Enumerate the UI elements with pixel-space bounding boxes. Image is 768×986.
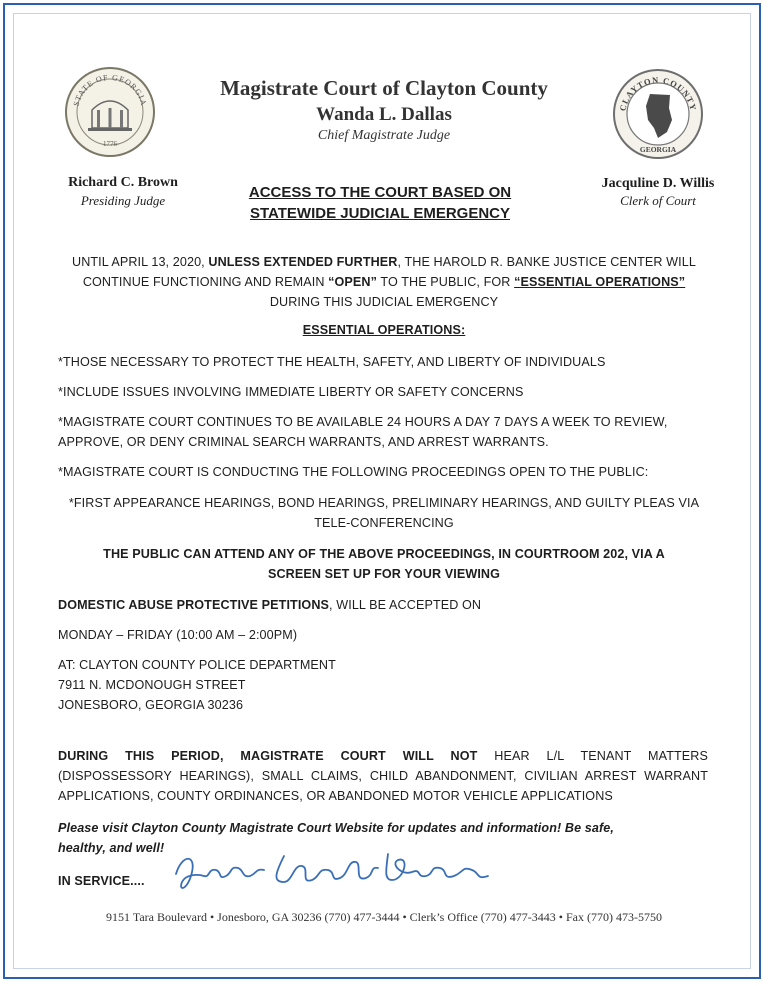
signature-text: Judge Wanda Dallas [172, 846, 182, 847]
chief-judge-name: Wanda L. Dallas [316, 104, 452, 125]
essential-item-1: *THOSE NECESSARY TO PROTECT THE HEALTH, SAFETY, AND LIBERTY OF INDIVIDUALS [58, 355, 606, 369]
clerk-name: Jacquline D. Willis [601, 176, 715, 191]
domestic-abuse-label: DOMESTIC ABUSE PROTECTIVE PETITIONS [58, 598, 330, 612]
intro-paragraph [40, 252, 728, 312]
website-notice-line2: healthy, and well! [58, 841, 165, 855]
footer-contact: 9151 Tara Boulevard • Jonesboro, GA 30236 (770) 477-3444 • Clerk’s Office (770) 477-3443 • Fax (770) 473-5750 [106, 910, 662, 924]
notice-heading-line1: ACCESS TO THE COURT BASED ON [248, 184, 512, 201]
intro-text-g: “ESSENTIAL OPERATIONS” [514, 275, 686, 289]
address-line2: 7911 N. MCDONOUGH STREET [58, 678, 246, 692]
not-hearing-line2: (DISPOSSESSORY HEARINGS), SMALL CLAIMS, CHILD ABANDONMENT, CIVILIAN ARREST WARRANT [58, 769, 708, 783]
intro-text-c: , THE HAROLD R. BANKE JUSTICE CENTER WILL [397, 255, 696, 269]
not-hearing-text: HEAR L/L TENANT MATTERS [477, 749, 708, 763]
right-seal-bottom: GEORGIA [639, 145, 677, 154]
police-department-address [58, 655, 738, 715]
right-seal-text: CLAYTON COUNTY [617, 74, 699, 113]
essential-item-4: *MAGISTRATE COURT IS CONDUCTING THE FOLLOWING PROCEEDINGS OPEN TO THE PUBLIC: [58, 465, 649, 479]
accepted-hours: MONDAY – FRIDAY (10:00 AM – 2:00PM) [58, 628, 298, 642]
public-attend-line1: THE PUBLIC CAN ATTEND ANY OF THE ABOVE PROCEEDINGS, IN COURTROOM 202, VIA A [103, 547, 665, 561]
clerk-title: Clerk of Court [620, 193, 696, 208]
intro-text-e: “OPEN” [328, 275, 378, 289]
intro-line1 [40, 252, 728, 272]
essential-operations-heading: ESSENTIAL OPERATIONS: [302, 323, 466, 337]
essential-item-3 [58, 412, 738, 452]
intro-text-f: TO THE PUBLIC, FOR [377, 275, 515, 289]
intro-line3: DURING THIS JUDICIAL EMERGENCY [269, 295, 499, 309]
essential-item-3-line2: APPROVE, OR DENY CRIMINAL SEARCH WARRANTS, AND ARREST WARRANTS. [58, 435, 549, 449]
not-hearing-line3: APPLICATIONS, COUNTY ORDINANCES, OR ABANDONED MOTOR VEHICLE APPLICATIONS [58, 789, 613, 803]
essential-item-2: *INCLUDE ISSUES INVOLVING IMMEDIATE LIBERTY OR SAFETY CONCERNS [58, 385, 524, 399]
not-hearing-label: DURING THIS PERIOD, MAGISTRATE COURT WILL NOT [58, 749, 478, 763]
domestic-abuse-line [58, 595, 738, 615]
essential-item-5 [44, 493, 724, 533]
notice-heading-line2: STATEWIDE JUDICIAL EMERGENCY [249, 205, 511, 222]
signature-image [172, 846, 502, 896]
in-service-label: IN SERVICE.... [58, 874, 145, 888]
intro-text-d: CONTINUE FUNCTIONING AND REMAIN [82, 275, 329, 289]
not-hearing-notice [58, 746, 708, 806]
website-notice-line1: Please visit Clayton County Magistrate Court Website for updates and information! Be safe, [58, 821, 614, 835]
presiding-judge-title: Presiding Judge [80, 193, 166, 208]
essential-item-5-line1: *FIRST APPEARANCE HEARINGS, BOND HEARINGS, PRELIMINARY HEARINGS, AND GUILTY PLEAS VIA [68, 496, 700, 510]
court-name: Magistrate Court of Clayton County [220, 76, 548, 100]
not-hearing-line1 [58, 746, 708, 766]
essential-item-3-line1: *MAGISTRATE COURT CONTINUES TO BE AVAILABLE 24 HOURS A DAY 7 DAYS A WEEK TO REVIEW, [58, 415, 668, 429]
address-line3: JONESBORO, GEORGIA 30236 [58, 698, 244, 712]
domestic-abuse-text: , WILL BE ACCEPTED ON [329, 598, 482, 612]
left-seal-year: 1776 [103, 140, 117, 148]
intro-line2 [40, 272, 728, 292]
address-line1: AT: CLAYTON COUNTY POLICE DEPARTMENT [58, 658, 336, 672]
public-attend-line2: SCREEN SET UP FOR YOUR VIEWING [267, 567, 501, 581]
public-attend-notice [40, 544, 728, 584]
notice-heading [200, 182, 560, 224]
presiding-judge-name: Richard C. Brown [68, 175, 178, 190]
intro-text-a: UNTIL APRIL 13, 2020, [72, 255, 209, 269]
intro-text-b: UNLESS EXTENDED FURTHER [208, 255, 398, 269]
essential-item-5-line2: TELE-CONFERENCING [314, 516, 454, 530]
chief-judge-title: Chief Magistrate Judge [317, 128, 451, 143]
left-seal-text: STATE OF GEORGIA [71, 72, 149, 108]
